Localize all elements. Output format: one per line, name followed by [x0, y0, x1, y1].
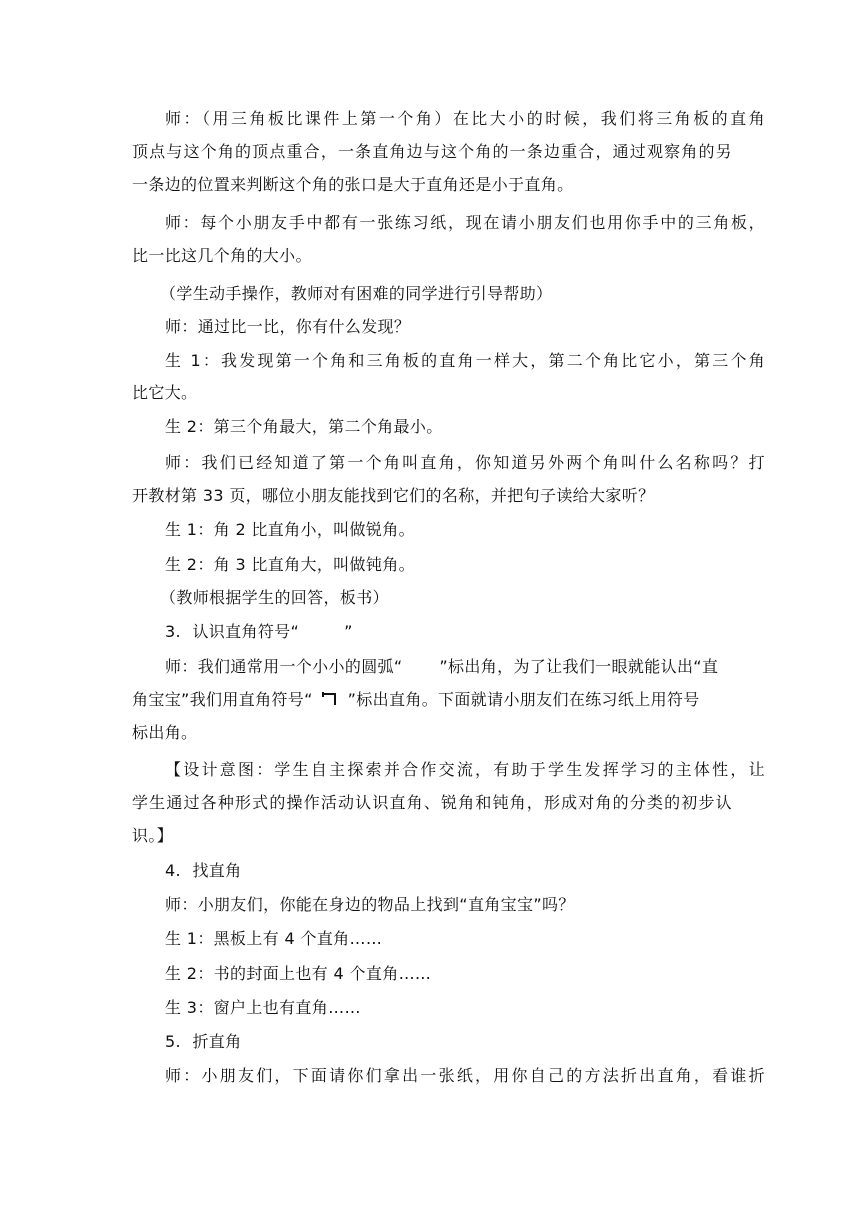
section-heading-5	[165, 1031, 765, 1053]
paragraph-line: 师：小朋友们，下面请你们拿出一张纸，用你自己的方法折出直角，看谁折	[165, 1066, 765, 1085]
section-number: 3.	[165, 622, 181, 641]
text-segment: ”标出角，为了让我们一眼就能认出“直	[439, 657, 719, 676]
paragraph-line	[132, 689, 732, 711]
section-heading-3	[165, 621, 765, 643]
design-intent-line: 学生通过各种形式的操作活动认识直角、锐角和钝角，形成对角的分类的初步认	[132, 793, 732, 812]
text-segment: 角宝宝”我们用直角符号“	[132, 690, 313, 709]
section-number: 4.	[165, 861, 181, 880]
paragraph-line: 生 3：窗户上也有直角……	[165, 998, 361, 1017]
text-segment: ”标出直角。下面就请小朋友们在练习纸上用符号	[347, 690, 700, 709]
paragraph-line: 比它大。	[132, 383, 198, 402]
design-intent-line: 【设计意图：学生自主探索并合作交流，有助于学生发挥学习的主体性，让	[165, 760, 765, 779]
text-segment: 师：我们通常用一个小小的圆弧“	[165, 657, 403, 676]
section-title: 找直角	[192, 861, 242, 880]
paragraph-line: 开教材第 33 页，哪位小朋友能找到它们的名称，并把句子读给大家听？	[132, 486, 655, 505]
design-intent-line: 识。】	[132, 826, 174, 845]
right-angle-symbol-icon	[318, 691, 342, 707]
paragraph-line: 生 2：书的封面上也有 4 个直角……	[165, 964, 432, 983]
paragraph-line: 师：通过比一比，你有什么发现？	[165, 317, 411, 336]
paragraph-line: （学生动手操作，教师对有困难的同学进行引导帮助）	[160, 284, 553, 303]
section-number: 5.	[165, 1032, 181, 1051]
paragraph-line: 师：（用三角板比课件上第一个角）在比大小的时候，我们将三角板的直角	[165, 109, 765, 128]
paragraph-line: 生 2：角 3 比直角大，叫做钝角。	[165, 555, 415, 574]
blank-symbol-slot	[305, 623, 339, 639]
paragraph-line: （教师根据学生的回答，板书）	[160, 588, 389, 607]
paragraph-line: 生 2：第三个角最大，第二个角最小。	[165, 417, 443, 436]
section-title: 折直角	[192, 1032, 242, 1051]
paragraph-line: 一条边的位置来判断这个角的张口是大于直角还是小于直角。	[132, 175, 574, 194]
paragraph-line: 师：每个小朋友手中都有一张练习纸，现在请小朋友们也用你手中的三角板，	[165, 213, 765, 232]
paragraph-line: 生 1：黑板上有 4 个直角……	[165, 929, 383, 948]
paragraph-line: 比一比这几个角的大小。	[132, 246, 312, 265]
paragraph-line	[165, 656, 765, 678]
section-heading-4	[165, 860, 765, 882]
paragraph-line: 生 1：我发现第一个角和三角板的直角一样大，第二个角比它小，第三个角	[165, 351, 765, 370]
section-title: 认识直角符号“	[192, 622, 300, 641]
paragraph-line: 顶点与这个角的顶点重合，一条直角边与这个角的一条边重合，通过观察角的另	[132, 142, 732, 161]
arc-symbol-icon	[408, 658, 434, 674]
section-title-end: ”	[344, 622, 353, 641]
paragraph-line: 生 1：角 2 比直角小，叫做锐角。	[165, 520, 415, 539]
paragraph-line: 师：我们已经知道了第一个角叫直角，你知道另外两个角叫什么名称吗？打	[165, 453, 765, 472]
paragraph-line: 师：小朋友们，你能在身边的物品上找到“直角宝宝”吗？	[165, 895, 575, 914]
paragraph-line: 标出角。	[132, 723, 198, 742]
